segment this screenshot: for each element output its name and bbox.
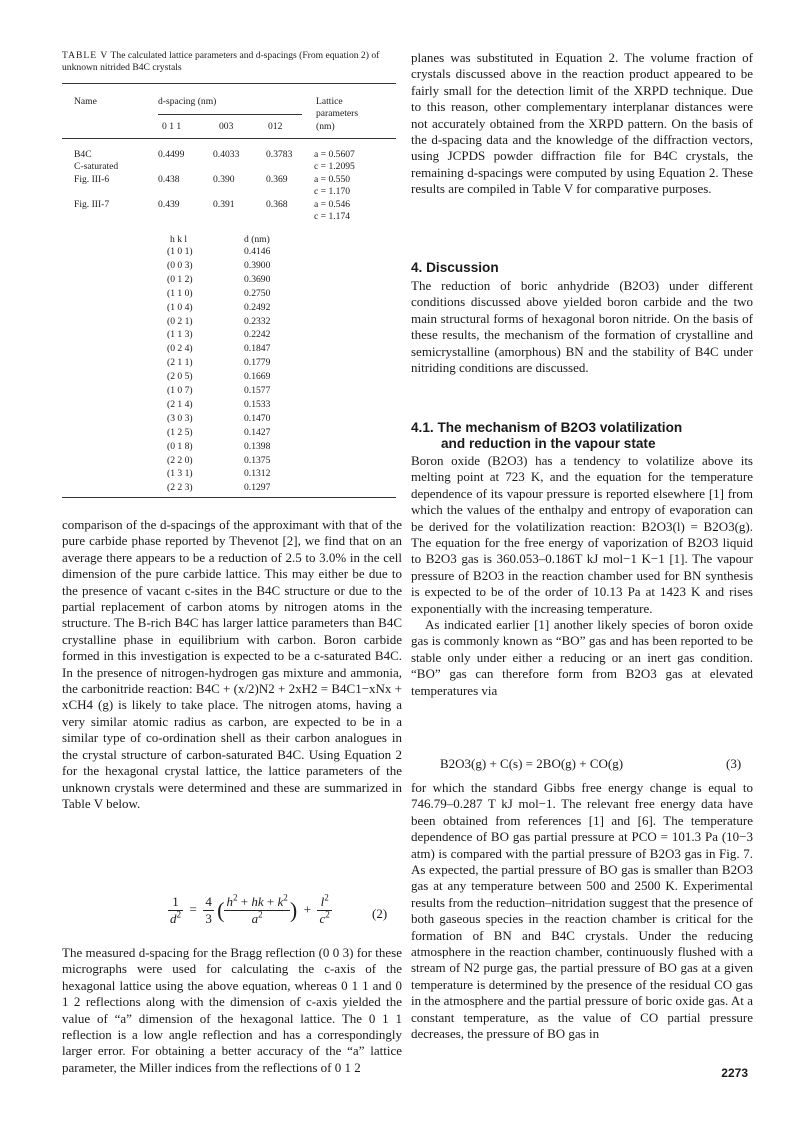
dnm-value: 0.2332: [244, 315, 271, 327]
dnm-value: 0.4146: [244, 246, 271, 257]
hkl-value: (0 1 2): [167, 273, 193, 285]
col-dspacing-header: d-spacing (nm): [158, 96, 217, 107]
hkl-value: (2 0 5): [167, 371, 193, 383]
dnm-value: 0.1847: [244, 343, 271, 355]
hkl-value: (2 1 1): [167, 357, 193, 369]
hkl-value: (0 1 8): [167, 440, 193, 452]
hkl-value: (3 0 3): [167, 412, 193, 424]
row-d003: 0.4033: [213, 149, 240, 160]
row-d011: 0.438: [158, 173, 180, 185]
sub-header-012: 012: [268, 121, 283, 132]
dnm-value: 0.1312: [244, 468, 271, 480]
right-paragraph-3: Boron oxide (B2O3) has a tendency to volatilize above its melting point at 723 K, and the equation for the temperature dependence of its vapour pressure is reported elsewhere [1] from which the values of the enthalpy and entropy of evaporation can be derived for the volatilization reaction: B2O3(l) = B2O3(g). The equation for the free energy of vaporization of B2O3 liquid to B2O3 gas is 360.053–0.186T kJ mol−1 K−1 [1]. The vapour pressure of B2O3 in the reaction chamber used for BN synthesis is expected to be of the order of 10.13 Pa at 1423 K and rises exponentially with the increasing temperature.: [411, 453, 753, 616]
row-d003: 0.390: [213, 173, 235, 185]
row-name: Fig. III-7: [74, 198, 110, 210]
dnm-value: 0.3690: [244, 273, 271, 285]
eq2-h-term: $\frac{h^2 + hk + k^2}{a^2}$: [226, 892, 288, 926]
row-lattice: c = 1.174: [314, 211, 351, 222]
hkl-value: (1 0 7): [167, 385, 193, 396]
hkl-value: (1 3 1): [167, 468, 193, 480]
dnm-value: 0.1470: [244, 412, 271, 424]
dspacing-subrule: [158, 114, 302, 115]
hkl-header: h k l: [170, 234, 188, 245]
sub-header-003: 003: [219, 121, 234, 132]
eq2-four-thirds: $\frac{4}{3}$: [205, 894, 212, 926]
left-paragraph-1: comparison of the d-spacings of the approximant with that of the pure carbide phase reported by Thevenot [2], we find that on an average there appears to be a reduction of 2.5 to 3.0% in the cell dimension of the pure carbide lattice. This may either be due to the presence of vacant c-sites in the B4C structure or due to the partial replacement of carbon atoms by nitrogen atoms in the structure. The B-rich B4C has larger lattice parameters than B4C crystalline phase in equilibrium with carbon. Boron carbide formed in this investigation is expected to be a c-saturated B4C. In the presence of nitrogen-hydrogen gas mixture and ammonia, the carbonitride reaction: B4C + (x/2)N2 + 2xH2 = B4C1−xNx + xCH4 (g) is likely to take place. The nitrogen atoms, having a very similar atomic radius as carbon, are expected to be in a similar type of co-ordination shell as their carbon analogues in the crystal structure of carbon-saturated B4C. Using Equation 2 for the hexagonal crystal lattice, the lattice parameters of the unknown crystals were determined and these are summarized in Table V below.: [62, 517, 402, 811]
hkl-value: (2 2 0): [167, 454, 193, 466]
section-4-heading: 4. Discussion: [411, 260, 499, 275]
right-paragraph-2: The reduction of boric anhydride (B2O3) under different conditions discussed above yielded boron carbide and the two main structural forms of hexagonal boron nitride. On the basis of these results, the mechanism of the formation of crystalline and semicrystalline (amorphous) BN and the stability of B4C under nitriding conditions are discussed.: [411, 278, 753, 376]
section-4-1: [411, 420, 753, 699]
dnm-value: 0.1669: [244, 371, 271, 383]
left-paragraph-2: The measured d-spacing for the Bragg reflection (0 0 3) for these micrographs were used for calculating the c-axis of the hexagonal lattice using the above equation, whereas 0 1 1 and 0 1 2 reflections along with the dimension of c-axis yielded the value of “a” dimension of the hexagonal lattice. The 0 1 1 reflection is a low angle reflection and has a correspondingly larger error. For obtaining a better accuracy of the “a” lattice parameter, the Miller indices from the reflections of 0 1 2: [62, 945, 402, 1075]
hkl-value: (0 2 4): [167, 343, 193, 355]
dnm-value: 0.1577: [244, 385, 271, 396]
dnm-value: 0.1297: [244, 482, 271, 494]
left-text-block-2: [62, 945, 402, 1076]
hkl-value: (2 2 3): [167, 482, 193, 494]
table-caption: [62, 50, 402, 74]
row-lattice: a = 0.550: [314, 173, 351, 185]
sub-header-011: 0 1 1: [162, 121, 182, 132]
right-text-block-1: [411, 50, 753, 198]
row-d011: 0.439: [158, 198, 180, 210]
page-number: 2273: [721, 1066, 748, 1080]
table-bottom-rule: [62, 497, 396, 498]
hkl-value: (0 0 3): [167, 259, 193, 271]
table-caption-text: The calculated lattice parameters and d-spacings (From equation 2) of unknown nitrided B4C crystals: [62, 50, 380, 73]
right-text-block-5: [411, 780, 753, 1043]
dnm-value: 0.1375: [244, 454, 271, 466]
col-lattice-header-3: (nm): [316, 121, 335, 132]
row-d012: 0.369: [266, 173, 288, 185]
right-paragraph-4: As indicated earlier [1] another likely species of boron oxide gas is commonly known as “BO” gas and has been reported to be stable only under either a reducing or an inert gas condition. “BO” gas can therefore form from B2O3 gas at elevated temperatures via: [411, 617, 753, 698]
dnm-value: 0.3900: [244, 259, 271, 271]
section-4: [411, 260, 753, 376]
row-lattice: c = 1.170: [314, 186, 351, 198]
dnm-value: 0.2492: [244, 301, 271, 313]
right-paragraph-1: planes was substituted in Equation 2. The volume fraction of crystals discussed above in the reaction product appeared to be fairly small for the detection limit of the XRPD technique. Due to this reason, other complementary interplanar distances were not accurately obtained from the XRPD pattern. On the basis of the d-spacing data and the knowledge of the diffraction vectors, using JCPDS powder diffraction file for B4C crystals, the remaining d-spacings were computed by using Equation 2. These results are compiled in Table V for comparative purposes.: [411, 50, 753, 197]
col-name-header: Name: [74, 96, 97, 107]
equation-3: B2O3(g) + C(s) = 2BO(g) + CO(g): [440, 756, 624, 771]
section-4-1-heading-line2: and reduction in the vapour state: [441, 436, 656, 451]
dnm-value: 0.2750: [244, 287, 271, 299]
equation-2: $\frac{1}{d^2}$ = $\frac{4}{3}$ ( $\frac{h^2 + hk + k^2}{a^2}$ ) + $\frac{l^2}{c^2}$: [170, 892, 330, 926]
col-lattice-header-1: Lattice: [316, 96, 343, 107]
table-top-rule: [62, 83, 396, 84]
eq2-label: (2): [372, 906, 388, 921]
row-d012: 0.3783: [266, 149, 293, 160]
row-name: Fig. III-6: [74, 173, 110, 185]
dnm-header: d (nm): [244, 234, 270, 245]
hkl-value: (2 1 4): [167, 398, 193, 410]
dnm-value: 0.2242: [244, 329, 271, 341]
row-d012: 0.368: [266, 198, 288, 210]
row-d011: 0.4499: [158, 149, 185, 160]
dnm-value: 0.1398: [244, 440, 271, 452]
table-caption-label: TABLE V: [62, 50, 109, 61]
row-d003: 0.391: [213, 198, 235, 210]
hkl-value: (0 2 1): [167, 315, 193, 327]
dnm-value: 0.1427: [244, 426, 271, 438]
eq2-lhs: $\frac{1}{d^2}$: [170, 894, 182, 926]
section-4-1-heading-line1: 4.1. The mechanism of B2O3 volatilization: [411, 420, 683, 435]
hkl-value: (1 2 5): [167, 426, 193, 438]
hkl-value: (1 0 4): [167, 301, 193, 313]
table-header-rule: [62, 138, 396, 139]
row-name: B4C: [74, 149, 92, 160]
dnm-value: 0.1533: [244, 398, 271, 410]
row-lattice: a = 0.546: [314, 198, 351, 210]
left-text-block: [62, 517, 402, 812]
dnm-value: 0.1779: [244, 357, 271, 369]
row-name: C-saturated: [74, 161, 119, 173]
hkl-value: (1 1 3): [167, 329, 193, 341]
hkl-value: (1 1 0): [167, 287, 193, 299]
row-lattice: a = 0.5607: [314, 149, 355, 160]
eq3-label: (3): [726, 756, 742, 771]
row-lattice: c = 1.2095: [314, 161, 355, 173]
right-paragraph-5: for which the standard Gibbs free energy change is equal to 746.79–0.287 T kJ mol−1. The relevant free energy data have been obtained from references [1] and [6]. The temperature dependence of BO gas partial pressure at PCO = 101.3 Pa (10−3 atm) is compared with the partial pressure of B2O3 gas in Fig. 7. As expected, the partial pressure of BO gas is smaller than B2O3 gas at any temperature between 500 and 2500 K. Experimental results from the reduction–nitridation suggest that the presence of both gaseous species in the reaction chamber is critical for the formation of BN and B4C crystals. Under the reducing atmosphere in the reaction chamber, continuously flushed with a stream of N2 purge gas, the partial pressure of BO gas at a given temperature is determined by the presence of the residual CO gas in the atmosphere and the partial pressure of boric oxide gas. At a constant temperature, as the value of CO partial pressure decreases, the pressure of BO gas in: [411, 780, 753, 1042]
eq2-l-term: $\frac{l^2}{c^2}$: [319, 892, 330, 926]
col-lattice-header-2: parameters: [316, 108, 359, 119]
hkl-value: (1 0 1): [167, 246, 193, 257]
